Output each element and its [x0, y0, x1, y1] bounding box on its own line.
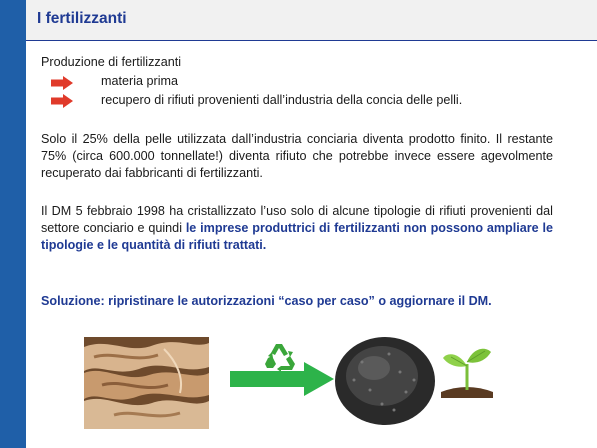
- seedling-sprout-image: [441, 342, 493, 398]
- bullet-arrow-icon: [51, 76, 73, 90]
- title-divider: [26, 40, 597, 41]
- bullet-arrow-icon: [51, 94, 73, 108]
- paragraph-dm-1998: [41, 203, 553, 254]
- paragraph-dm-bold: le imprese produttrici di fertilizzanti non possono ampliare le tipologie e le quantità di rifiuti trattati.: [41, 221, 553, 252]
- left-accent-bar: [0, 0, 26, 448]
- paragraph-dm-plain: Il DM 5 febbraio 1998 ha cristallizzato l’uso solo di alcune tipologie di rifiuti provenienti dal settore conciario e quindi: [41, 204, 553, 235]
- production-heading: Produzione di fertilizzanti: [41, 55, 182, 69]
- slide-title: I fertilizzanti: [37, 10, 127, 27]
- leather-hides-image: [84, 337, 209, 429]
- bullet-item-raw-material: materia prima: [101, 74, 178, 88]
- paragraph-leather-waste: Solo il 25% della pelle utilizzata dall’industria conciaria diventa prodotto finito. Il restante 75% (circa 600.000 tonnellate!) diventa rifiuto che potrebbe invece essere agevolmente recuperato dai fabbricanti di fertilizzanti.: [41, 132, 553, 180]
- flow-arrow-icon: [230, 362, 334, 396]
- bullet-item-waste-recovery: recupero di rifiuti provenienti dall’industria della concia delle pelli.: [101, 93, 463, 107]
- solution-statement: Soluzione: ripristinare le autorizzazioni “caso per caso” o aggiornare il DM.: [41, 294, 492, 308]
- fertilizer-granules-image: [334, 332, 436, 426]
